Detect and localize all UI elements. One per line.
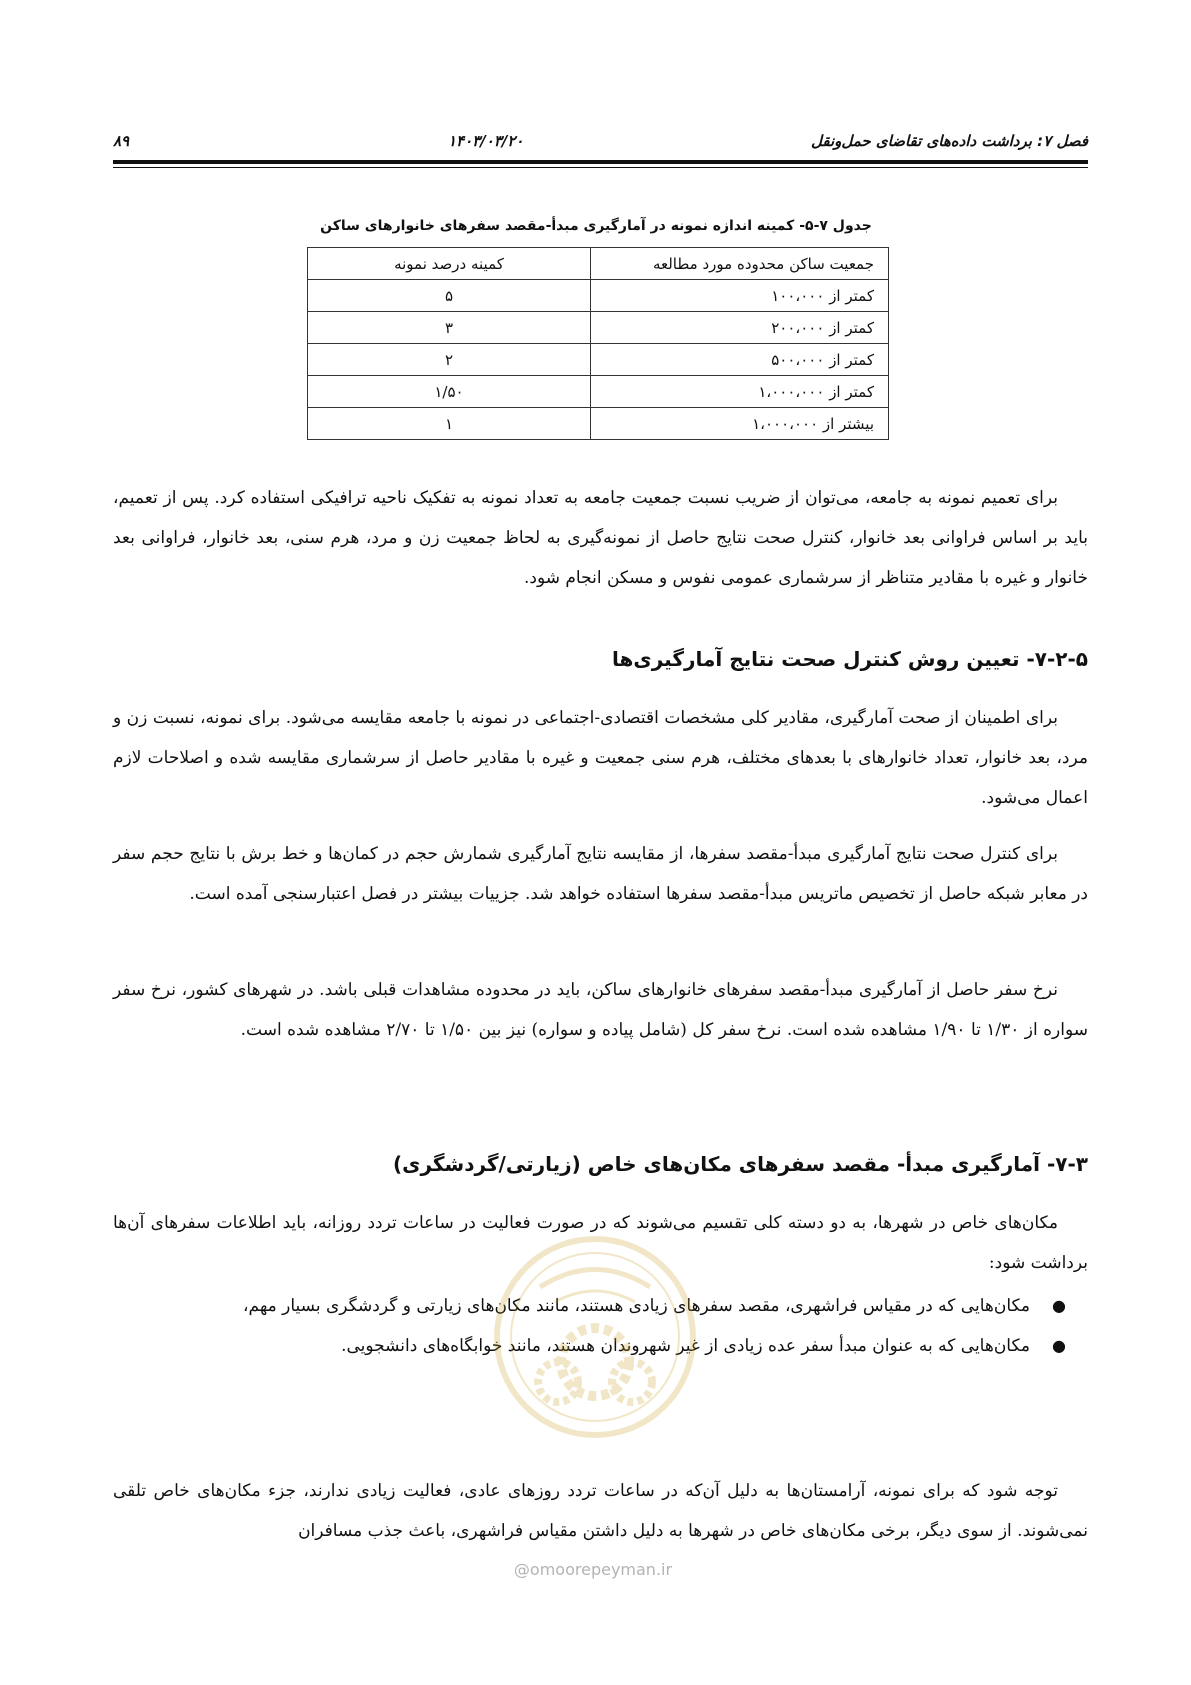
table-caption: جدول ۷-۵- کمینه اندازه نمونه در آمارگیری مبدأ-مقصد سفرهای خانوارهای ساکن [320,218,872,234]
watermark-text: @omoorepeyman.ir [513,1560,673,1579]
list-item-text: مکان‌هایی که در مقیاس فراشهری، مقصد سفرهای زیادی هستند، مانند مکان‌های زیارتی و گردشگری بسیار مهم، [243,1296,1030,1316]
header-rule-thin [113,167,1088,168]
cell-population: کمتر از ۱۰۰،۰۰۰ [591,280,889,312]
table-header-row [308,248,889,280]
header-rule-thick [113,160,1088,164]
cell-population: کمتر از ۵۰۰،۰۰۰ [591,344,889,376]
section-heading-validation: ۷-۲-۵- تعیین روش کنترل صحت نتایج آمارگیری‌ها [612,647,1088,671]
column-header-percent: کمینه درصد نمونه [308,248,591,280]
document-date: ۱۴۰۳/۰۳/۲۰ [448,132,524,150]
paragraph-special-places-intro: مکان‌های خاص در شهرها، به دو دسته کلی تقسیم می‌شوند که در صورت فعالیت در ساعات تردد روزانه، باید اطلاعات سفرهای آن‌ها برداشت شود: [113,1213,1088,1273]
cell-percent: ۱ [308,408,591,440]
cell-population: بیشتر از ۱،۰۰۰،۰۰۰ [591,408,889,440]
chapter-title: فصل ۷: برداشت داده‌های تقاضای حمل‌ونقل [811,132,1088,150]
cell-percent: ۳ [308,312,591,344]
sample-size-table [307,247,889,440]
paragraph-validation-3: نرخ سفر حاصل از آمارگیری مبدأ-مقصد سفرهای خانوارهای ساکن، باید در محدوده مشاهدات قبلی باشد. در شهرهای کشور، نرخ سفر سواره از ۱/۳۰ تا ۱/۹۰ مشاهده شده است. نرخ سفر کل (شامل پیاده و سواره) نیز بین ۱/۵۰ تا ۲/۷۰ مشاهده شده است. [113,980,1088,1040]
page-number: ۸۹ [113,132,130,150]
bullet-icon: ● [1052,1336,1066,1355]
cell-percent: ۲ [308,344,591,376]
page-header [113,128,1088,156]
cell-percent: ۱/۵۰ [308,376,591,408]
table-row [308,312,889,344]
watermark-logo-icon [480,1232,710,1482]
bullet-icon: ● [1052,1296,1066,1315]
column-header-population: جمعیت ساکن محدوده مورد مطالعه [591,248,889,280]
cell-percent: ۵ [308,280,591,312]
paragraph-validation-2: برای کنترل صحت نتایج آمارگیری مبدأ-مقصد سفرها، از مقایسه نتایج آمارگیری شمارش حجم در کمان‌ها و خط برش با نتایج حجم سفر در معابر شبکه حاصل از تخصیص ماتریس مبدأ-مقصد سفرها استفاده خواهد شد. جزییات بیشتر در فصل اعتبارسنجی آمده است. [113,844,1088,904]
cell-population: کمتر از ۱،۰۰۰،۰۰۰ [591,376,889,408]
paragraph-generalization: برای تعمیم نمونه به جامعه، می‌توان از ضریب نسبت جمعیت جامعه به تعداد نمونه به تفکیک ناحیه ترافیکی استفاده کرد. پس از تعمیم، باید بر اساس فراوانی بعد خانوار، کنترل صحت نتایج حاصل از نمونه‌گیری به لحاظ جمعیت زن و مرد، هرم سنی، بعد خانوار، فراوانی بعد خانوار و غیره با مقادیر متناظر از سرشماری عمومی نفوس و مسکن انجام شود. [113,488,1088,588]
table-row [308,344,889,376]
paragraph-validation-1: برای اطمینان از صحت آمارگیری، مقادیر کلی مشخصات اقتصادی-اجتماعی در نمونه با جامعه مقایسه می‌شود. برای نمونه، نسبت زن و مرد، بعد خانوار، تعداد خانوارهای با بعدهای مختلف، هرم سنی جمعیت و غیره با مقادیر حاصل از سرشماری مقایسه شده و اصلاحات لازم اعمال می‌شود. [113,708,1088,808]
cell-population: کمتر از ۲۰۰،۰۰۰ [591,312,889,344]
table-row [308,408,889,440]
table-row [308,376,889,408]
table-row [308,280,889,312]
paragraph-special-places-closing: توجه شود که برای نمونه، آرامستان‌ها به دلیل آن‌که در ساعات تردد روزهای عادی، فعالیت زیادی ندارند، جزء مکان‌های خاص تلقی نمی‌شوند. از سوی دیگر، برخی مکان‌های خاص در شهرها به دلیل داشتن مقیاس فراشهری، باعث جذب مسافران [113,1481,1088,1541]
section-heading-special-places: ۷-۳- آمارگیری مبدأ- مقصد سفرهای مکان‌های خاص (زیارتی/گردشگری) [392,1152,1088,1176]
list-item-text: مکان‌هایی که به عنوان مبدأ سفر عده زیادی از غیر شهروندان هستند، مانند خوابگاه‌های دانشجویی. [341,1336,1030,1356]
